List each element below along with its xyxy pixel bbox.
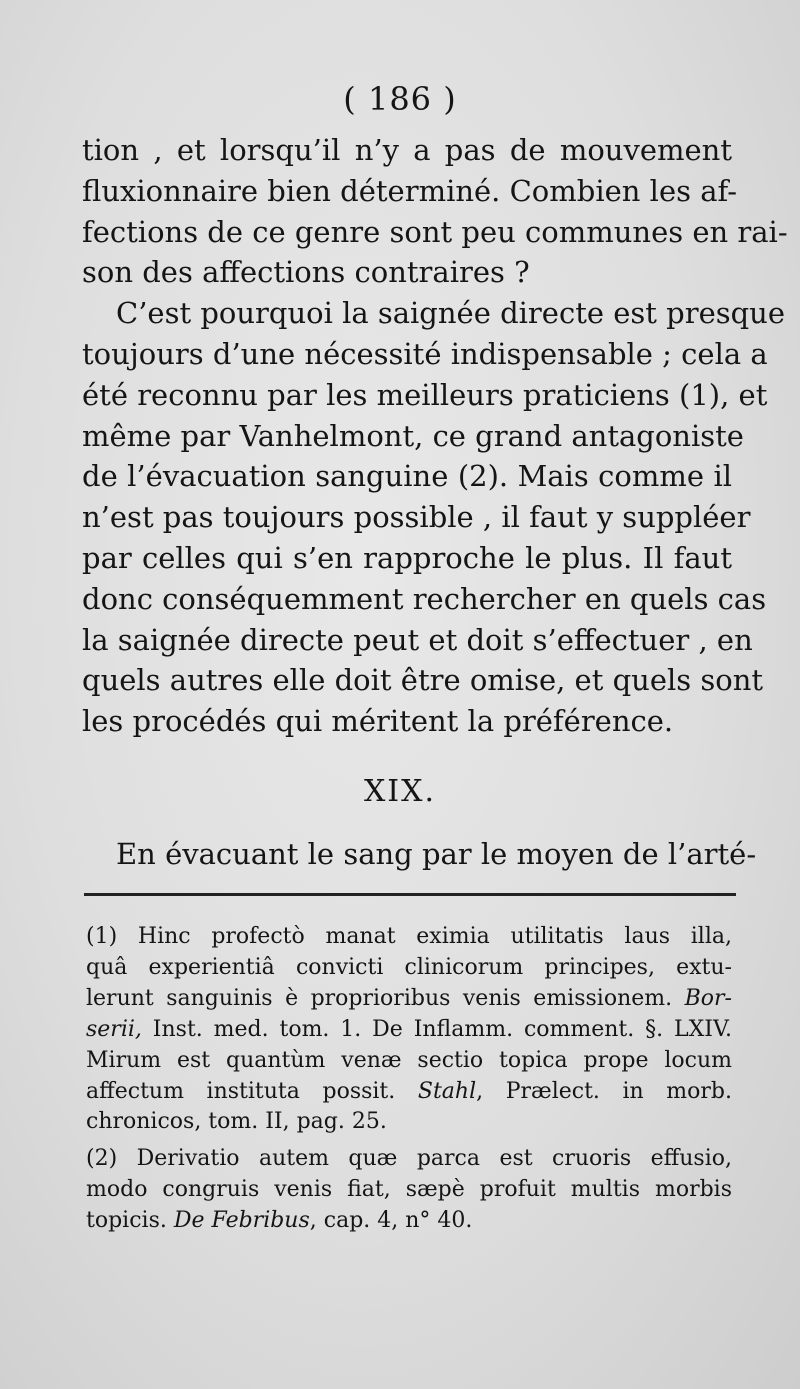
body-line: toujours d’une nécessité indispensable ; cela a [82,336,768,371]
body-line: de l’évacuation sanguine (2). Mais comme il [82,459,732,494]
body-line: C’est pourquoi la saignée directe est presque [116,296,786,331]
footnote-1-line [86,1015,732,1046]
footnote-2-line: modo congruis venis fiat, sæpè profuit multis morbis [86,1177,732,1203]
body-line: quels autres elle doit être omise, et quels sont [82,663,764,698]
body-line: les procédés qui méritent la préférence. [82,704,674,739]
page-number: ( 186 ) [343,80,457,118]
body-line: fluxionnaire bien déterminé. Combien les af- [82,173,737,208]
body-line: donc conséquemment rechercher en quels cas [82,581,767,616]
footnote-1-line [86,984,732,1015]
body-line: même par Vanhelmont, ce grand antagoniste [82,418,744,453]
footnote-1-text: lerunt sanguinis è proprioribus venis emissionem. [86,985,673,1011]
body-line: tion , et lorsqu’il n’y a pas de mouvement [82,133,732,167]
citation-author: Stahl [417,1078,477,1104]
footnote-1-text: Inst. med. tom. 1. De Inflamm. comment. §. LXIV. [152,1016,732,1042]
body-line: fections de ce genre sont peu communes en rai- [82,214,788,249]
footnote-1-line: (1) Hinc profectò manat eximia utilitatis laus illa, [86,924,732,949]
footnote-2-line [86,1206,732,1237]
footnote-1-line: Mirum est quantùm venæ sectio topica prope locum [86,1047,732,1073]
footnote-2-text: topicis. [86,1208,167,1234]
body-line: été reconnu par les meilleurs praticiens (1), et [82,377,768,412]
citation-author: serii, [86,1016,142,1042]
footnote-1-text: affectum instituta possit. [86,1078,396,1104]
footnote-2-text: , cap. 4, n° 40. [309,1208,473,1234]
footnote-1-text: , Prælect. in morb. [476,1078,732,1104]
citation-title: De Febribus [173,1208,310,1234]
footnote-1-line [86,1077,732,1108]
footnotes [86,922,732,1237]
section-heading: XIX. [363,774,437,809]
section-first-line: En évacuant le sang par le moyen de l’arté- [116,837,757,871]
body-line: la saignée directe peut et doit s’effectuer , en [82,622,753,657]
footnote-1-line: quâ experientiâ convicti clinicorum principes, extu- [86,954,732,980]
citation-author: Bor- [684,985,732,1011]
body-line: n’est pas toujours possible , il faut y suppléer [82,500,751,535]
footnote-divider [84,893,736,896]
body-text [82,130,788,742]
footnote-1-line: chronicos, tom. II, pag. 25. [86,1109,387,1135]
body-line: son des affections contraires ? [82,255,530,290]
footnote-2-line: (2) Derivatio autem quæ parca est cruoris effusio, [86,1146,732,1172]
body-line: par celles qui s’en rapproche le plus. Il faut [82,540,732,575]
